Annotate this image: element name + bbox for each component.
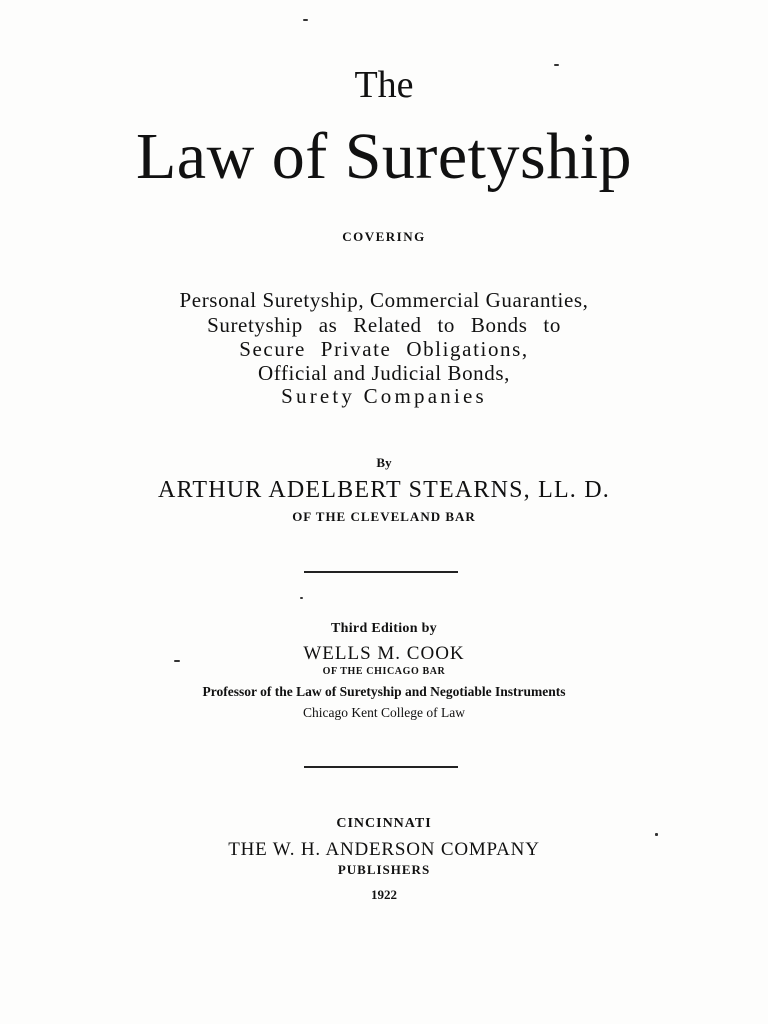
by-label: By	[376, 455, 392, 470]
covering-label: COVERING	[342, 229, 426, 244]
author-name: ARTHUR ADELBERT STEARNS, LL. D.	[158, 477, 610, 503]
edition-label: Third Edition by	[331, 621, 437, 636]
subject-line: Suretyship as Related to Bonds to	[207, 313, 561, 337]
publisher-name: THE W. H. ANDERSON COMPANY	[228, 839, 540, 860]
divider-rule	[304, 766, 458, 768]
subject-line: Secure Private Obligations,	[239, 337, 529, 361]
publisher-city: CINCINNATI	[336, 816, 432, 831]
author-affiliation: OF THE CLEVELAND BAR	[292, 509, 476, 524]
print-speck	[300, 597, 303, 599]
editor-affiliation: OF THE CHICAGO BAR	[322, 666, 446, 677]
subject-line: Official and Judicial Bonds,	[257, 361, 511, 385]
subject-line: Personal Suretyship, Commercial Guaranties,	[179, 288, 589, 312]
subject-line: Surety Companies	[281, 384, 487, 408]
editor-school: Chicago Kent College of Law	[303, 705, 465, 720]
editor-name: WELLS M. COOK	[303, 643, 465, 664]
print-speck	[303, 19, 308, 21]
title-article: The	[354, 64, 414, 106]
divider-rule	[304, 571, 458, 573]
print-speck	[655, 833, 658, 836]
publishers-label: PUBLISHERS	[337, 862, 431, 877]
book-title: Law of Suretyship	[135, 120, 633, 193]
editor-title: Professor of the Law of Suretyship and Negotiable Instruments	[202, 684, 566, 699]
publication-year: 1922	[371, 887, 397, 902]
